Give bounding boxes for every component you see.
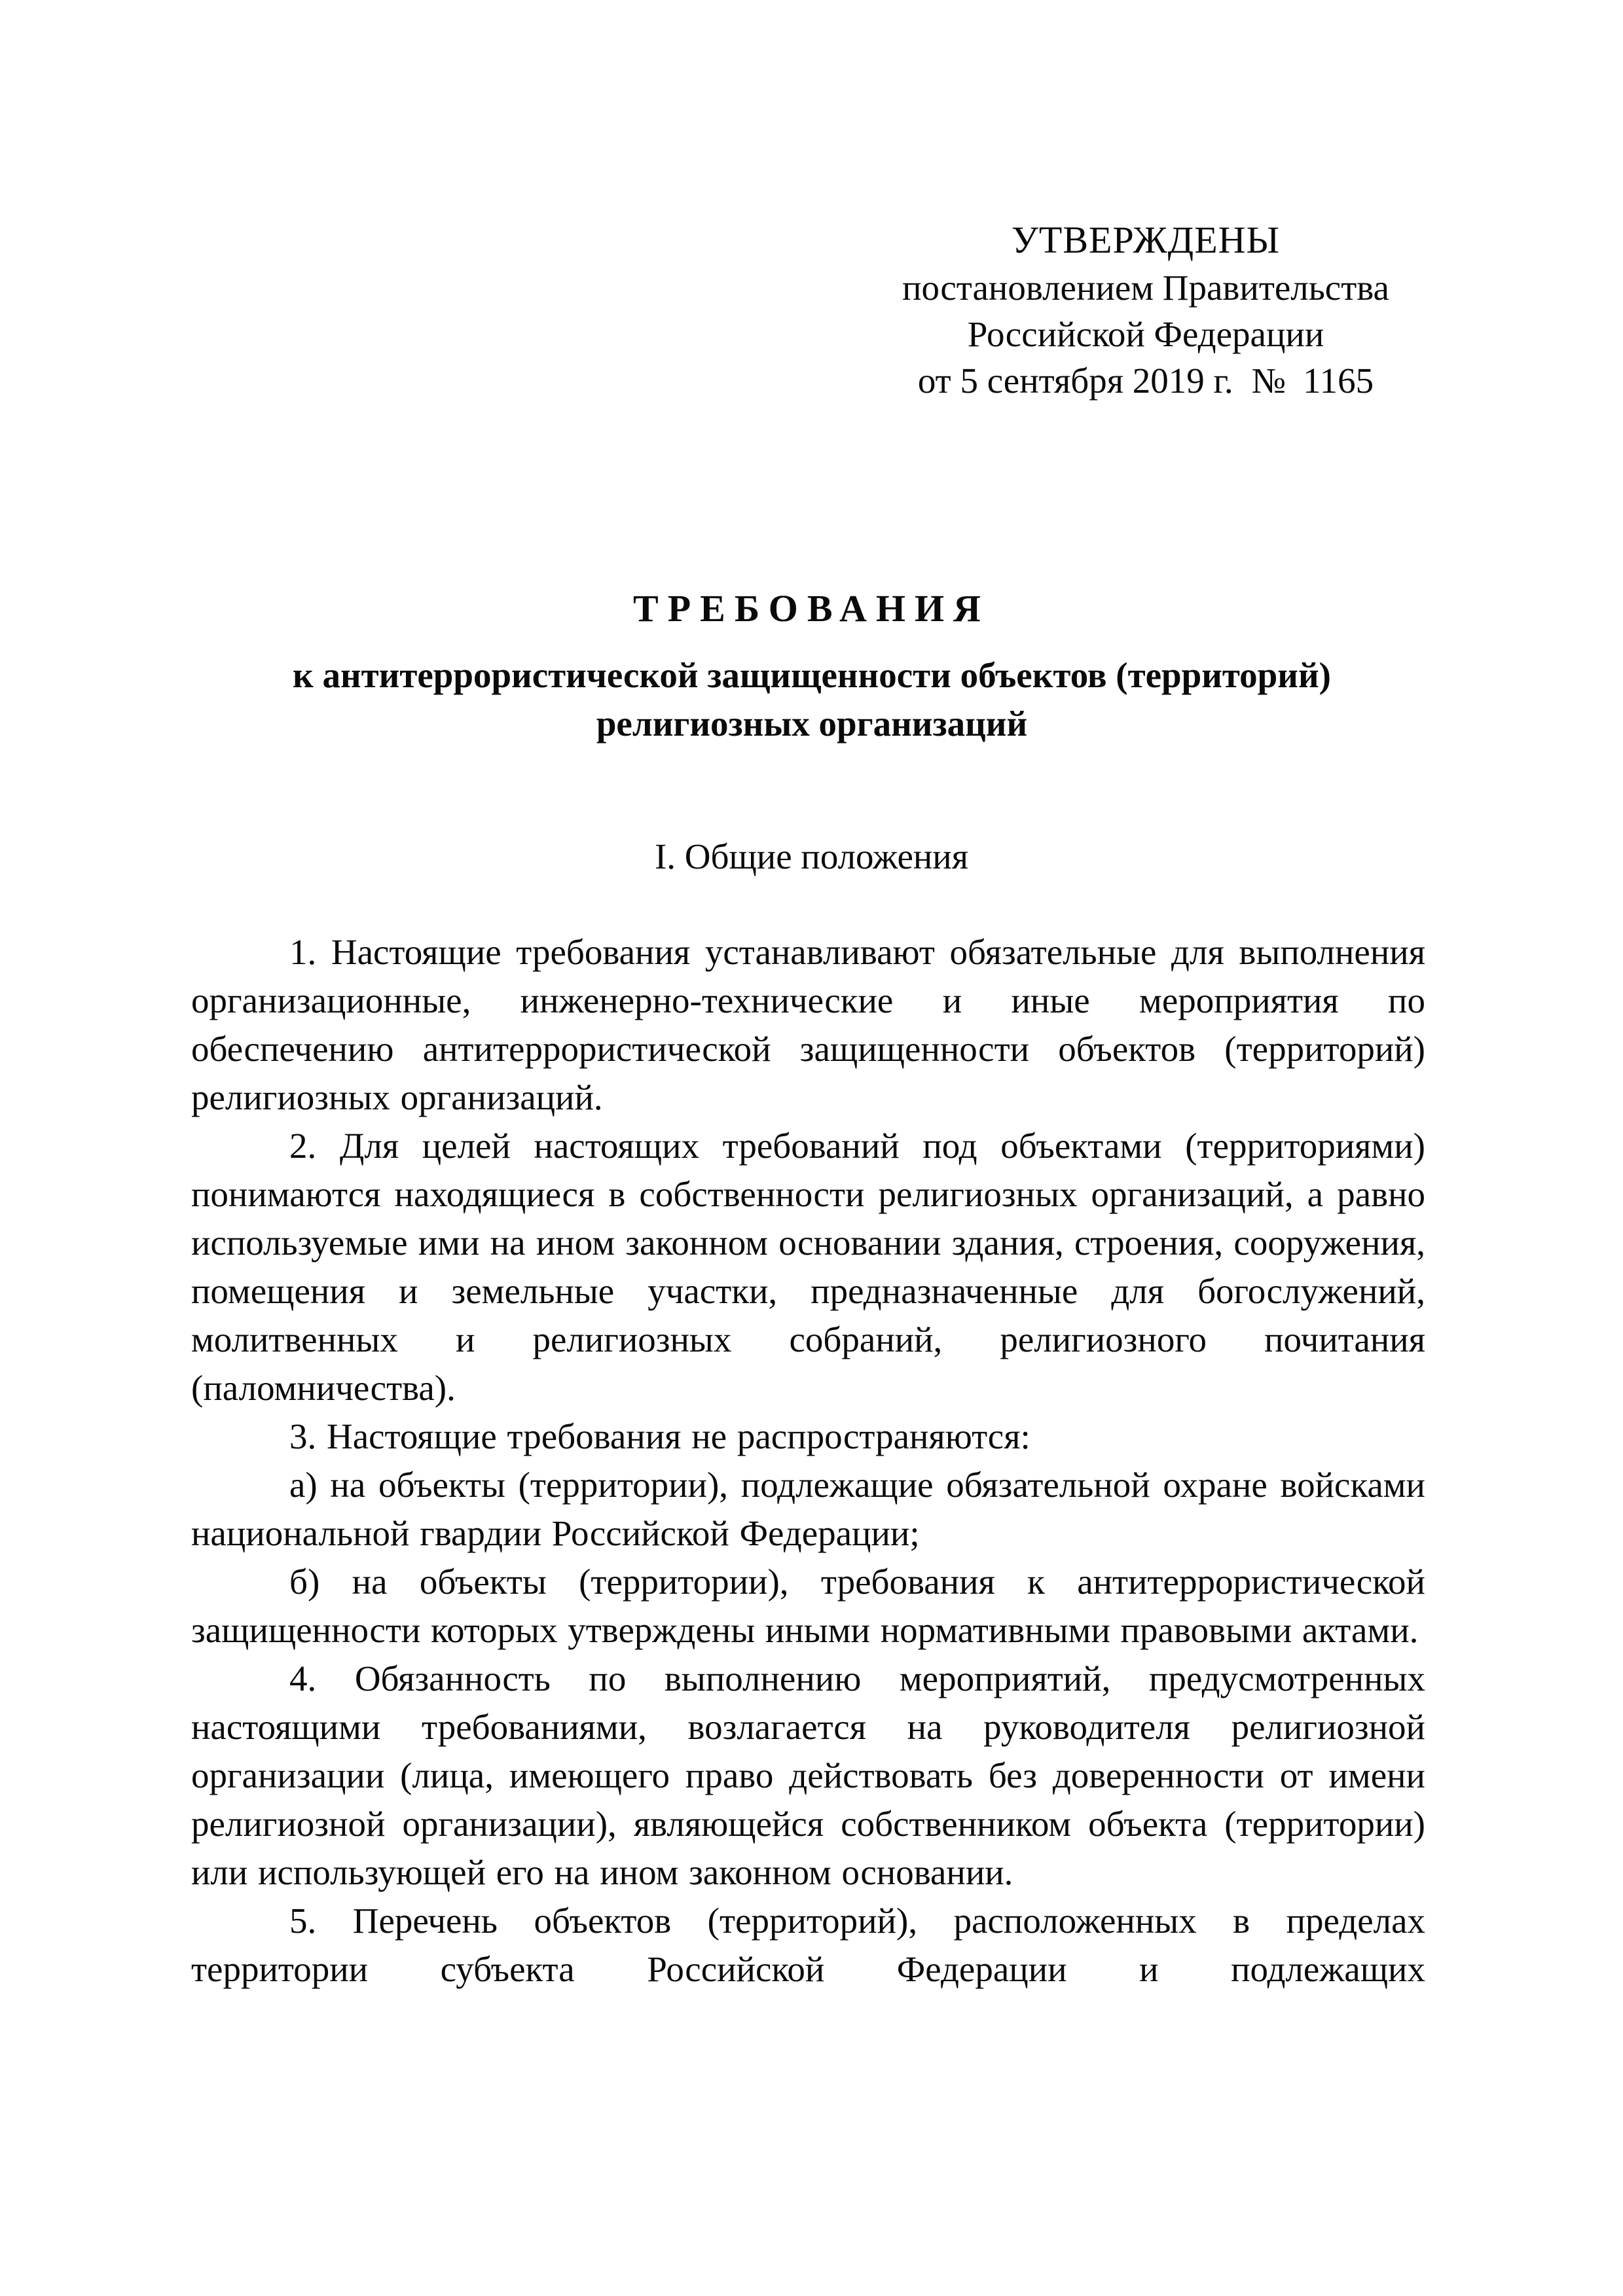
subtitle-line-2: религиозных организаций [596, 704, 1028, 744]
subtitle-line-1: к антитеррористической защищенности объектов (территорий) [293, 655, 1331, 695]
paragraph-3a: а) на объекты (территории), подлежащие обязательной охране войсками национальной гвардии Российской Федерации; [191, 1465, 1425, 1553]
number-value: 1165 [1303, 361, 1374, 401]
paragraph-3b: б) на объекты (территории), требования к антитеррористической защищенности которых утверждены иными нормативными правовыми актами. [191, 1562, 1425, 1650]
section-heading: I. Общие положения [654, 836, 969, 876]
paragraph-3: 3. Настоящие требования не распространяются: [289, 1416, 1030, 1456]
approval-date: от 5 сентября 2019 г. [917, 361, 1233, 401]
approval-line-decree: постановлением Правительства [902, 268, 1389, 308]
paragraph-2: 2. Для целей настоящих требований под объектами (территориями) понимаются находящиеся в собственности религиозных организаций, а равно используемые ими на ином законном основании здания, строения, сооружения, помещения и земельные участки, предназначенные для богослужений, молитвенных и религиозных собраний, религиозного почитания (паломничества). [191, 1126, 1425, 1408]
approval-date-line [851, 357, 1440, 404]
paragraph-4: 4. Обязанность по выполнению мероприятий, предусмотренных настоящими требованиями, возлагается на руководителя религиозной организации (лица, имеющего право действовать без доверенности от имени религиозной организации), являющейся собственником объекта (территории) или использующей его на ином законном основании. [191, 1659, 1425, 1892]
body-text [191, 928, 1425, 1994]
number-sign: № [1251, 361, 1286, 401]
approval-line-government: Российской Федерации [967, 314, 1324, 354]
document-title: ТРЕБОВАНИЯ [633, 587, 990, 630]
document-subtitle [196, 651, 1427, 748]
paragraph-1: 1. Настоящие требования устанавливают обязательные для выполнения организационные, инженерно-технические и иные мероприятия по обеспечению антитеррористической защищенности объектов (территорий) религиозных организаций. [191, 932, 1425, 1117]
decree-number [1252, 357, 1374, 404]
paragraph-5: 5. Перечень объектов (территорий), расположенных в пределах территории субъекта Российской Федерации и подлежащих [191, 1901, 1425, 1989]
approval-stamp [851, 216, 1440, 404]
approval-title: УТВЕРЖДЕНЫ [1011, 219, 1281, 261]
